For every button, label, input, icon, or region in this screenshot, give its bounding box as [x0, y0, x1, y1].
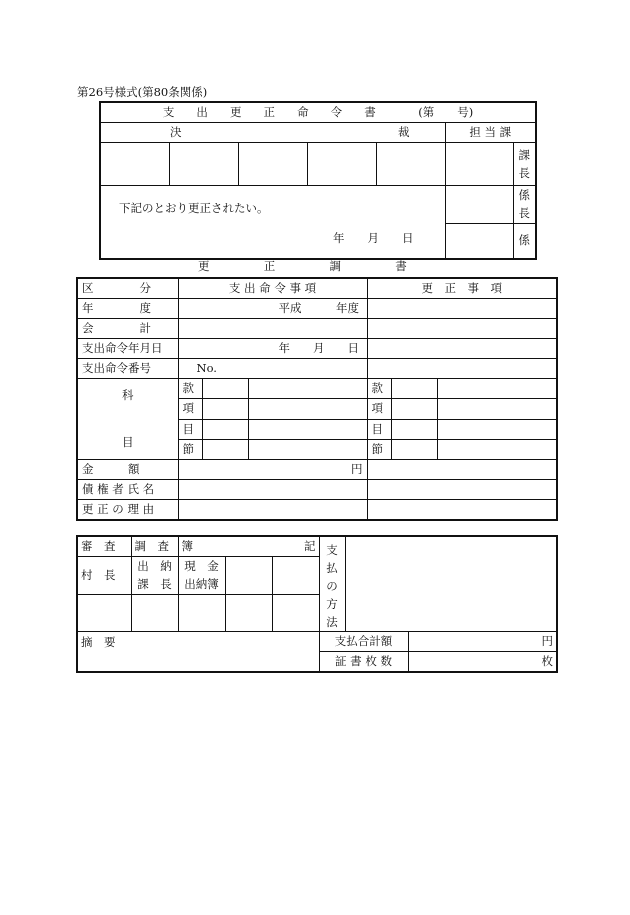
row-number-value[interactable]: No. — [178, 359, 367, 379]
moku-name-kousei[interactable] — [437, 419, 557, 439]
row-date-value[interactable]: 年 月 日 — [178, 339, 367, 359]
header-kousei: 更 正 事 項 — [367, 278, 557, 299]
payment-method-value[interactable] — [345, 536, 557, 632]
cert-value[interactable]: 枚 — [408, 652, 557, 673]
boki-stamp-2[interactable] — [272, 594, 319, 631]
moku-code-kousei[interactable] — [391, 419, 437, 439]
tekiyou-area[interactable] — [77, 632, 319, 673]
cert-label: 証 書 枚 数 — [319, 652, 408, 673]
stamp-box-1[interactable] — [100, 143, 169, 186]
tantou-ka-header: 担 当 課 — [445, 123, 536, 143]
sub-setsu: 節 — [178, 439, 202, 459]
sub-moku: 目 — [178, 419, 202, 439]
form-label: 第26号様式(第80条関係) — [77, 85, 208, 99]
row-nendo-kousei[interactable] — [367, 299, 557, 319]
kan-code[interactable] — [202, 379, 248, 399]
setsu-code-kousei[interactable] — [391, 439, 437, 459]
request-date: 年 月 日 — [333, 231, 414, 245]
boki-blank-1 — [225, 557, 272, 594]
correction-title: 更 正 調 書 — [197, 259, 433, 273]
row-number-kousei[interactable] — [367, 359, 557, 379]
payment-method-label: 支 払 の 方 法 — [319, 536, 345, 632]
bottom-table — [76, 535, 558, 673]
kan-code-kousei[interactable] — [391, 379, 437, 399]
kou-name-kousei[interactable] — [437, 399, 557, 419]
row-kingaku-value[interactable]: 円 — [178, 460, 367, 480]
suitou-kachou-label: 出 納 課 長 — [131, 557, 178, 594]
stamp-box-5[interactable] — [376, 143, 445, 186]
kou-name[interactable] — [248, 399, 367, 419]
stamp-box-2[interactable] — [169, 143, 238, 186]
stamp-box-3[interactable] — [238, 143, 307, 186]
shinsa-header: 審 査 — [77, 536, 131, 557]
tekiyou-label: 摘 要 — [81, 635, 116, 649]
kakari-stamp-box[interactable] — [445, 223, 513, 259]
request-area — [100, 186, 445, 260]
sub-kan: 款 — [178, 379, 202, 399]
genkin-stamp[interactable] — [178, 594, 225, 631]
row-date-kousei[interactable] — [367, 339, 557, 359]
sub-kou: 項 — [178, 399, 202, 419]
kachou-label: 課 長 — [513, 143, 536, 186]
sonchou-label: 村 長 — [77, 557, 131, 594]
row-date-label: 支出命令年月日 — [77, 339, 178, 359]
row-kingaku-kousei[interactable] — [367, 460, 557, 480]
header-shutsu-meirei: 支 出 命 令 事 項 — [178, 278, 367, 299]
stamp-box-4[interactable] — [307, 143, 376, 186]
header-kubun: 区 分 — [77, 278, 178, 299]
chousa-header: 調 査 — [131, 536, 178, 557]
setsu-name[interactable] — [248, 439, 367, 459]
total-label: 支払合計額 — [319, 632, 408, 652]
kou-code[interactable] — [202, 399, 248, 419]
row-number-label: 支出命令番号 — [77, 359, 178, 379]
kessai-header — [100, 123, 445, 143]
setsu-code[interactable] — [202, 439, 248, 459]
total-value[interactable]: 円 — [408, 632, 557, 652]
boki-stamp-1[interactable] — [225, 594, 272, 631]
kachou-stamp-box[interactable] — [445, 143, 513, 186]
kou-code-kousei[interactable] — [391, 399, 437, 419]
kessai-left: 決 — [170, 125, 182, 139]
sub-setsu-kousei: 節 — [367, 439, 391, 459]
suitou-kachou-stamp[interactable] — [131, 594, 178, 631]
kan-name-kousei[interactable] — [437, 379, 557, 399]
row-reason-value[interactable] — [178, 500, 367, 521]
kessai-right: 裁 — [398, 125, 410, 139]
row-saikensha-kousei[interactable] — [367, 480, 557, 500]
row-saikensha-value[interactable] — [178, 480, 367, 500]
moku-code[interactable] — [202, 419, 248, 439]
row-reason-kousei[interactable] — [367, 500, 557, 521]
sub-kan-kousei: 款 — [367, 379, 391, 399]
kan-name[interactable] — [248, 379, 367, 399]
approval-title: 支 出 更 正 命 令 書 — [162, 105, 385, 119]
moku-name[interactable] — [248, 419, 367, 439]
row-nendo-label: 年 度 — [77, 299, 178, 319]
kakarichou-label: 係 長 — [513, 186, 536, 224]
row-kaikei-kousei[interactable] — [367, 319, 557, 339]
boki-blank-2 — [272, 557, 319, 594]
correction-table — [76, 277, 558, 521]
approval-title-row — [100, 102, 536, 123]
row-reason-label: 更 正 の 理 由 — [77, 500, 178, 521]
genkin-suitoubo-label: 現 金 出納簿 — [178, 557, 225, 594]
row-nendo-value[interactable]: 平成 年度 — [178, 299, 367, 319]
row-kingaku-label: 金 額 — [77, 460, 178, 480]
request-text: 下記のとおり更正されたい。 — [119, 201, 269, 215]
approval-table — [99, 101, 537, 260]
sub-kou-kousei: 項 — [367, 399, 391, 419]
row-kaikei-label: 会 計 — [77, 319, 178, 339]
row-saikensha-label: 債 権 者 氏 名 — [77, 480, 178, 500]
sonchou-stamp[interactable] — [77, 594, 131, 631]
kakarichou-stamp-box[interactable] — [445, 186, 513, 224]
kakari-label: 係 — [513, 223, 536, 259]
boki-header: 簿 記 — [178, 536, 319, 557]
kamoku-label: 科 目 — [77, 379, 178, 460]
row-kaikei-value[interactable] — [178, 319, 367, 339]
approval-number: (第 号) — [418, 105, 474, 119]
setsu-name-kousei[interactable] — [437, 439, 557, 459]
sub-moku-kousei: 目 — [367, 419, 391, 439]
